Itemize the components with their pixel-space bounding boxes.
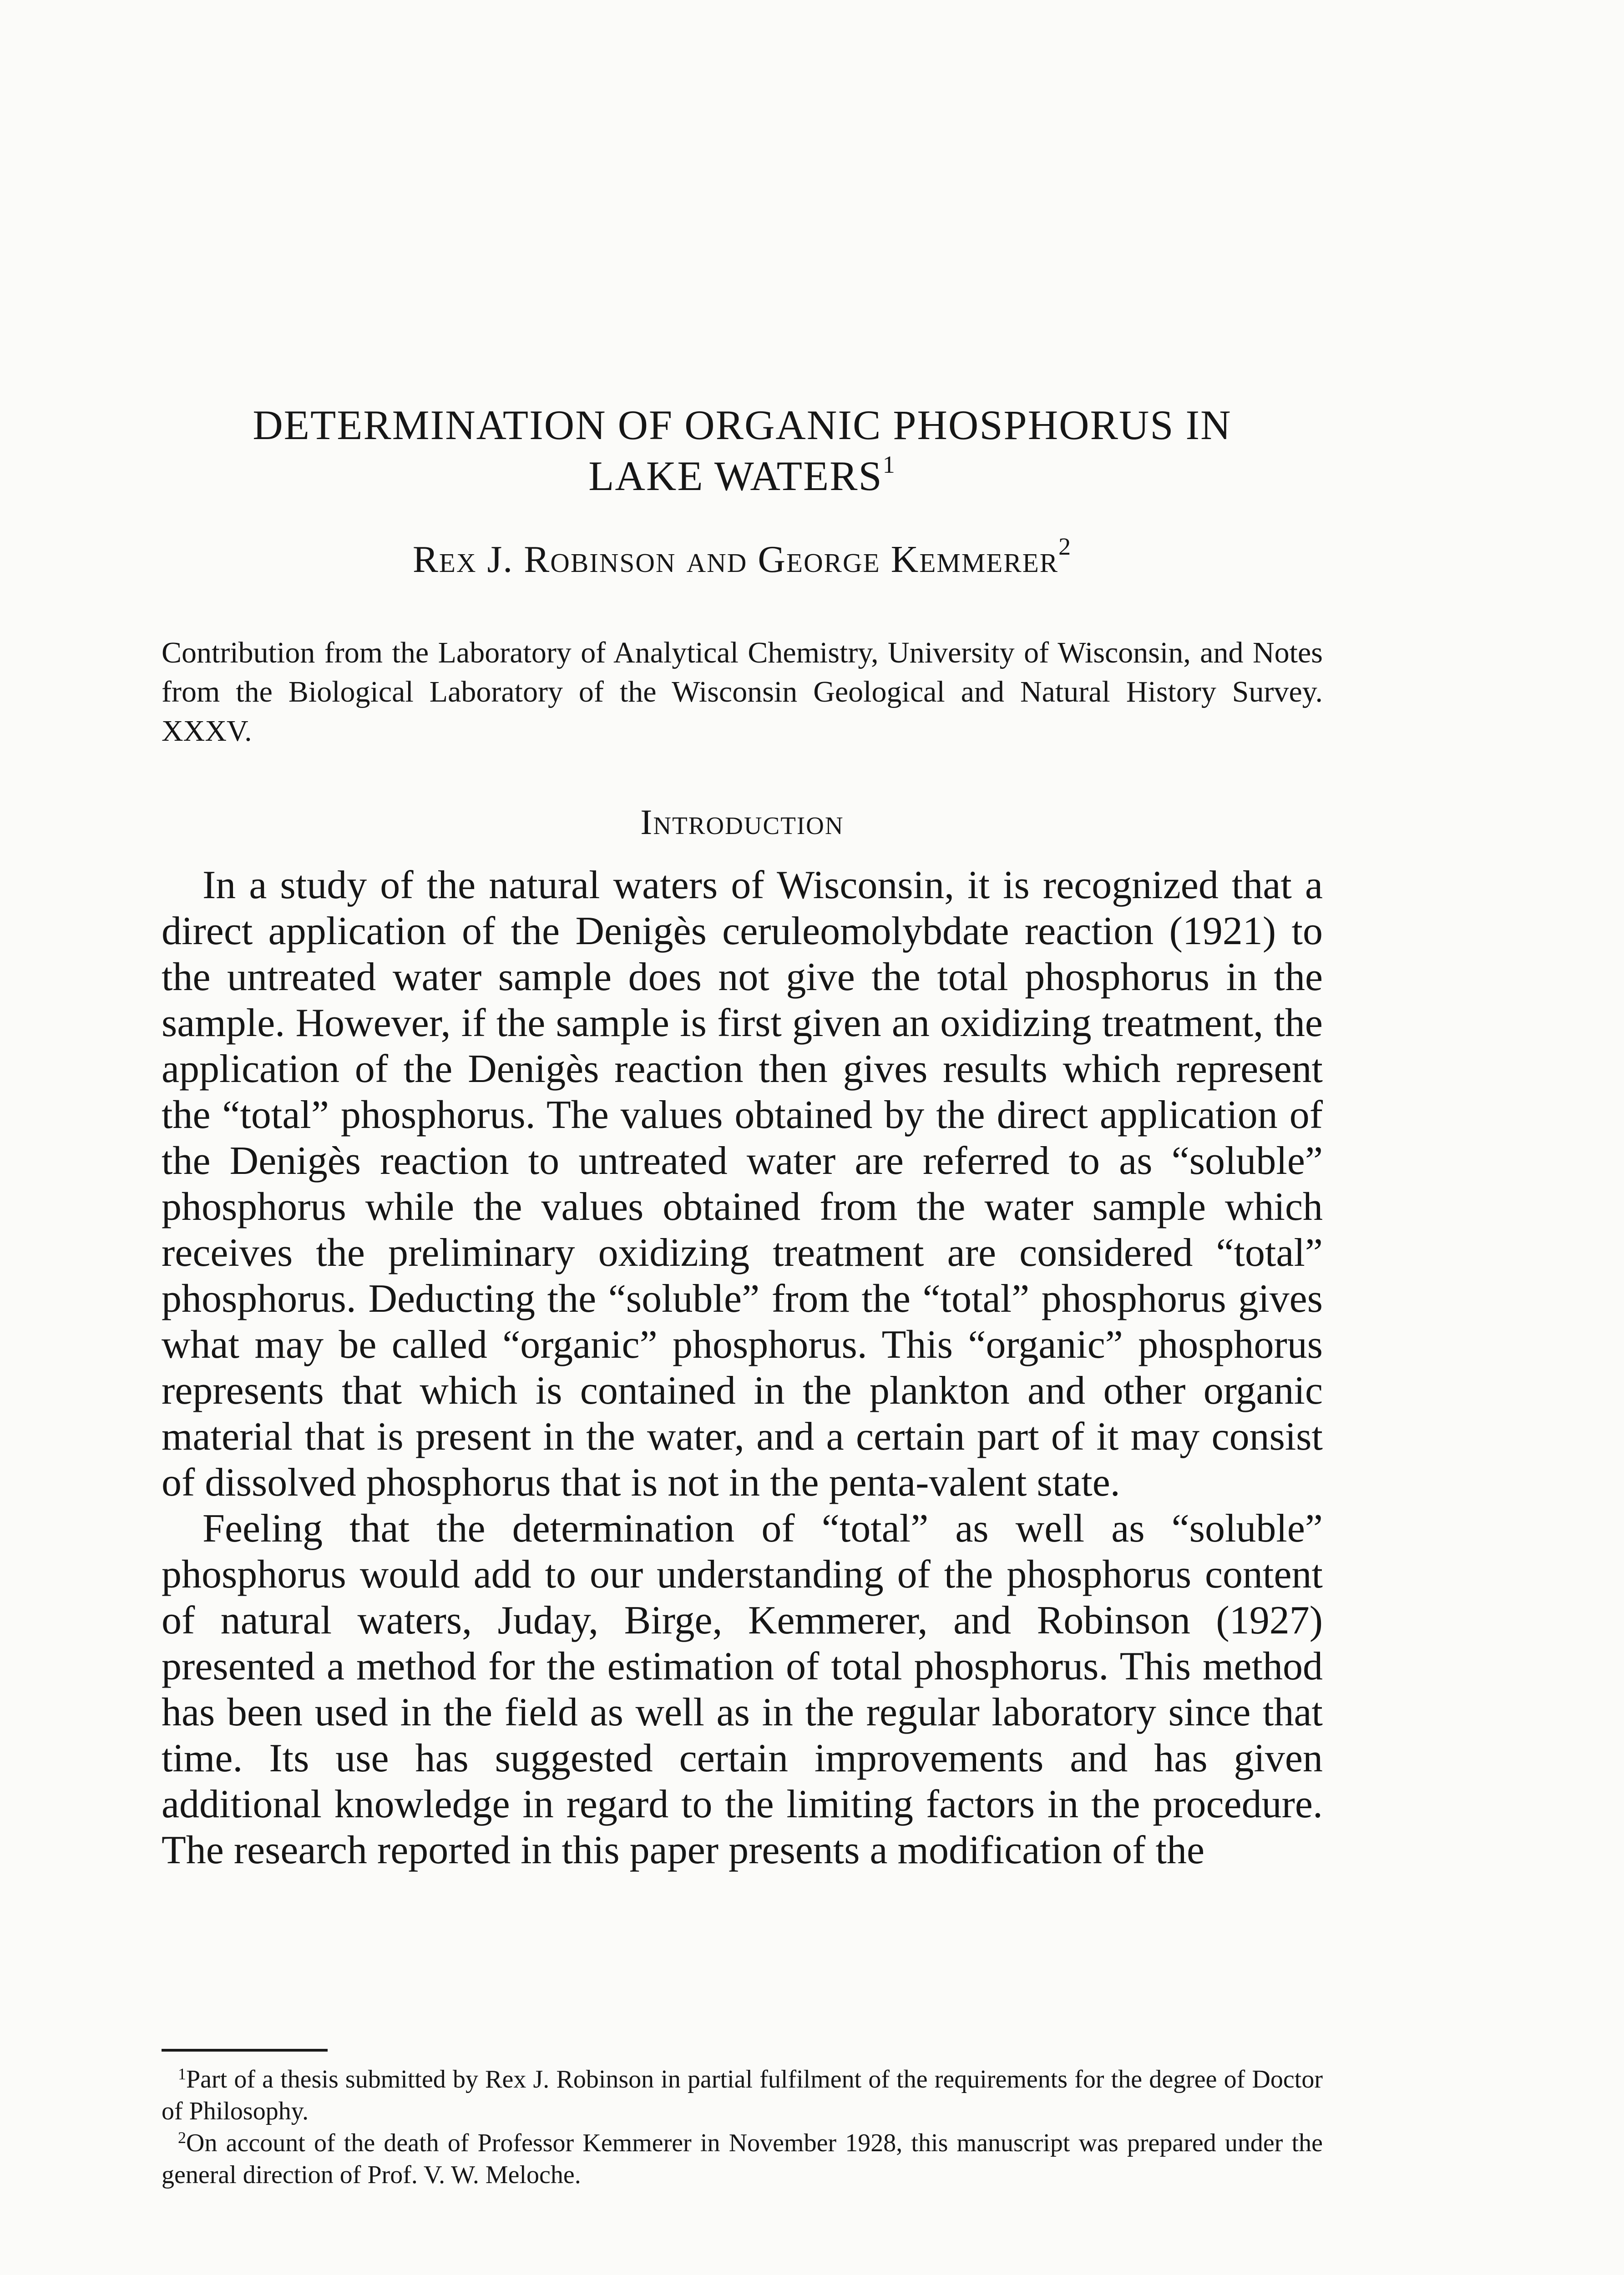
title-line-2-text: LAKE WATERS [588,453,883,499]
author-names: Rex J. Robinson and George Kemmerer [412,538,1059,581]
footnote-rule [162,2049,328,2052]
title-footnote-ref: 1 [882,451,896,478]
footnotes [162,2063,1323,2191]
author-line [162,533,1323,582]
author-footnote-ref: 2 [1058,533,1072,560]
title-line-2 [162,450,1323,501]
footnote-2 [162,2127,1323,2191]
title-line-1: DETERMINATION OF ORGANIC PHOSPHORUS IN [253,402,1232,448]
footnote-1-mark: 1 [178,2065,186,2083]
paper-title [162,399,1323,501]
footnote-2-mark: 2 [178,2128,186,2147]
section-heading: Introduction [640,802,844,842]
affiliation: Contribution from the Laboratory of Analytical Chemistry, University of Wisconsin, and Notes from the Biological Laboratory of the Wisconsin Geological and Natural History Survey. XXXV. [162,636,1323,748]
body-text [162,862,1323,1873]
paper-page [162,0,1323,2275]
footnote-1 [162,2063,1323,2127]
paragraph-2: Feeling that the determination of “total” as well as “soluble” phosphorus would add to our understanding of the phosphorus content of natural waters, Juday, Birge, Kemmerer, and Robinson (1927) presented a method for the estimation of total phosphorus. This method has been used in the field as well as in the regular laboratory since that time. Its use has suggested certain improvements and has given additional knowledge in regard to the limiting factors in the procedure. The research reported in this paper presents a modification of the [162,1507,1323,1872]
footnote-1-text: Part of a thesis submitted by Rex J. Robinson in partial fulfilment of the requirements for the degree of Doctor of Philosophy. [162,2065,1323,2125]
footnote-2-text: On account of the death of Professor Kemmerer in November 1928, this manuscript was prepared under the general direction of Prof. V. W. Meloche. [162,2129,1323,2189]
paragraph-1: In a study of the natural waters of Wisconsin, it is recognized that a direct application of the Denigès ceruleomolybdate reaction (1921) to the untreated water sample does not give the total phosphorus in the sample. However, if the sample is first given an oxidizing treatment, the application of the Denigès reaction then gives results which represent the “total” phosphorus. The values obtained by the direct application of the Denigès reaction to untreated water are referred to as “soluble” phosphorus while the values obtained from the water sample which receives the preliminary oxidizing treatment are considered “total” phosphorus. Deducting the “soluble” from the “total” phosphorus gives what may be called “organic” phosphorus. This “organic” phosphorus represents that which is contained in the plankton and other organic material that is present in the water, and a certain part of it may consist of dissolved phosphorus that is not in the penta-valent state. [162,863,1323,1505]
